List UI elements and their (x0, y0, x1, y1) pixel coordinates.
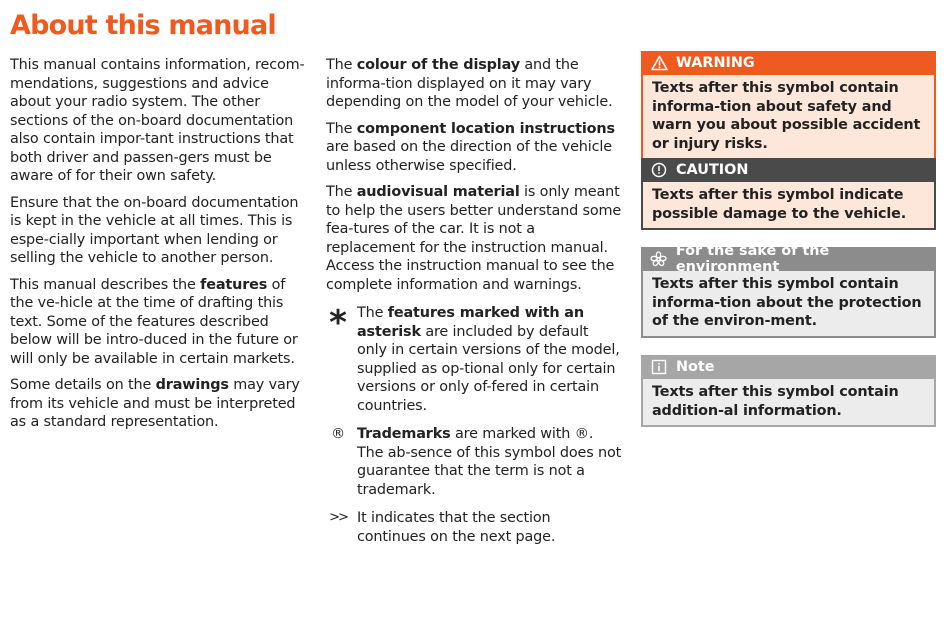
paragraph: This manual contains information, recom-mendations, suggestions and advice about your radio system. The other sections of the on-board documentation also contain impor-tant instructions that both driver and passen-gers must be aware of for their own safety. (10, 57, 305, 184)
column-details (326, 56, 622, 551)
warning-text: Texts after this symbol contain informa-tion about safety and warn you about possible accident or injury risks. (641, 75, 936, 160)
caution-text: Texts after this symbol indicate possible damage to the vehicle. (641, 182, 936, 230)
paragraph: The component location instructions are based on the direction of the vehicle unless otherwise specified. (326, 120, 615, 174)
symbol-legend-item: >> It indicates that the section continues on the next page. (326, 509, 622, 546)
note-box (641, 355, 936, 427)
registered-trademark-icon: ® (331, 426, 345, 442)
warning-triangle-icon (650, 54, 668, 72)
symbol-legend-item: ® Trademarks are marked with ®. The ab-sence of this symbol does not guarantee that the term is not a trademark. (326, 425, 622, 499)
environment-text: Texts after this symbol contain informa-tion about the protection of the environ-ment. (641, 271, 936, 338)
warning-box (641, 51, 936, 160)
paragraph: This manual describes the features of the ve-hicle at the time of drafting this text. Some of the features described below will be intro-duced in the future or will only be available in certain markets. (10, 276, 298, 367)
page-title: About this manual (10, 10, 276, 41)
environment-header (641, 243, 936, 275)
symbol-legend-item: * The features marked with an asterisk are included by default only in certain versions of the model, supplied as op-tional only for certain versions or only of-fered in certain countries. (326, 304, 622, 415)
continues-next-page-icon: >> (329, 510, 347, 525)
paragraph: The colour of the display and the informa-tion displayed on it may vary depending on the model of your vehicle. (326, 57, 613, 110)
asterisk-icon: * (329, 303, 347, 343)
warning-header (641, 51, 936, 75)
paragraph: The audiovisual material is only meant to help the users better understand some fea-tures of the car. It is not a replacement for the instruction manual. Access the instruction manual to see the complete information and warnings. (326, 184, 622, 293)
note-label: Note (676, 359, 715, 375)
paragraph: Some details on the drawings may vary from its vehicle and must be interpreted as a standard representation. (10, 377, 300, 430)
note-text: Texts after this symbol contain addition-al information. (641, 379, 936, 427)
caution-box (641, 158, 936, 230)
caution-header (641, 158, 936, 182)
column-intro (10, 56, 308, 440)
note-header (641, 355, 936, 379)
paragraph: Ensure that the on-board documentation is kept in the vehicle at all times. This is espe-cially important when lending or selling the vehicle to another person. (10, 194, 299, 266)
environment-box (641, 243, 936, 338)
caution-label: CAUTION (676, 162, 749, 178)
exclamation-circle-icon (650, 161, 668, 179)
leaf-flower-icon (650, 250, 668, 268)
environment-label: For the sake of the environment (675, 243, 830, 275)
warning-label: WARNING (676, 55, 755, 71)
info-icon (650, 358, 668, 376)
